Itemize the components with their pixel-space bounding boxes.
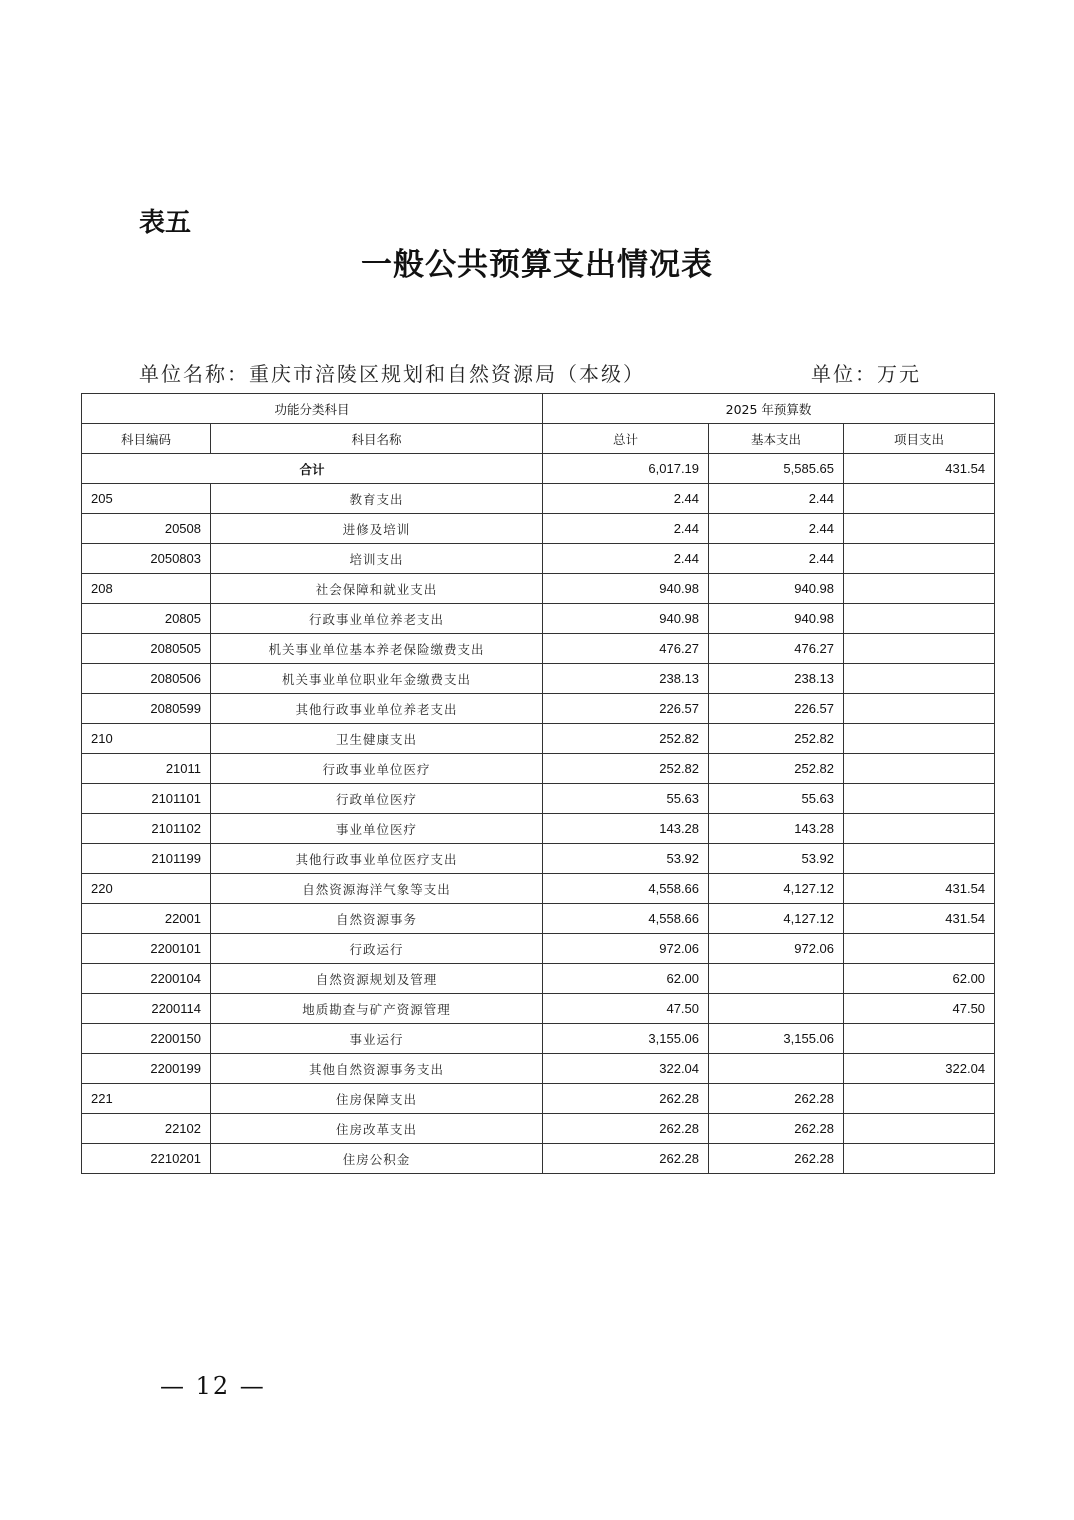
table-row: [82, 634, 995, 664]
col-header-name: 科目名称: [211, 424, 543, 454]
row-code: 2200150: [82, 1024, 211, 1054]
row-code: 22001: [82, 904, 211, 934]
row-basic: [709, 964, 844, 994]
row-code: 2200104: [82, 964, 211, 994]
col-header-code: 科目编码: [82, 424, 211, 454]
column-header-row: [82, 424, 995, 454]
table-row: [82, 934, 995, 964]
table-row: [82, 1084, 995, 1114]
row-basic: 476.27: [709, 634, 844, 664]
table-row: [82, 1054, 995, 1084]
page-title: 一般公共预算支出情况表: [361, 247, 713, 283]
row-project: [844, 1024, 995, 1054]
row-basic: [709, 994, 844, 1024]
row-code: 2101199: [82, 844, 211, 874]
row-total: 262.28: [543, 1084, 709, 1114]
row-total: 262.28: [543, 1144, 709, 1174]
row-name: 社会保障和就业支出: [211, 574, 543, 604]
currency-unit: 单位：万元: [811, 362, 921, 386]
row-total: 62.00: [543, 964, 709, 994]
page-number: — 12 —: [160, 1372, 266, 1400]
row-name: 自然资源事务: [211, 904, 543, 934]
row-basic: 53.92: [709, 844, 844, 874]
row-project: [844, 844, 995, 874]
row-basic: 3,155.06: [709, 1024, 844, 1054]
row-project: 62.00: [844, 964, 995, 994]
row-project: 47.50: [844, 994, 995, 1024]
row-code: 220: [82, 874, 211, 904]
table-row: [82, 994, 995, 1024]
row-name: 事业运行: [211, 1024, 543, 1054]
table-row: [82, 604, 995, 634]
row-total: 2.44: [543, 514, 709, 544]
table-row: [82, 814, 995, 844]
row-total: 238.13: [543, 664, 709, 694]
table-row: [82, 664, 995, 694]
row-project: [844, 514, 995, 544]
row-code: 20805: [82, 604, 211, 634]
row-total: 252.82: [543, 724, 709, 754]
row-project: [844, 574, 995, 604]
row-code: 205: [82, 484, 211, 514]
row-total: 252.82: [543, 754, 709, 784]
row-basic: 940.98: [709, 574, 844, 604]
group-header-budget: 2025 年预算数: [543, 394, 995, 424]
row-name: 行政单位医疗: [211, 784, 543, 814]
row-total: 2.44: [543, 544, 709, 574]
row-code: 2050803: [82, 544, 211, 574]
table-row: [82, 724, 995, 754]
row-name: 卫生健康支出: [211, 724, 543, 754]
row-project: [844, 634, 995, 664]
table-row: [82, 514, 995, 544]
row-project: [844, 1084, 995, 1114]
table-row: [82, 1024, 995, 1054]
row-total: 53.92: [543, 844, 709, 874]
row-code: 22102: [82, 1114, 211, 1144]
row-basic: [709, 1054, 844, 1084]
row-basic: 4,127.12: [709, 904, 844, 934]
row-name: 自然资源海洋气象等支出: [211, 874, 543, 904]
total-row: [82, 454, 995, 484]
table-row: [82, 754, 995, 784]
table-row: [82, 694, 995, 724]
row-name: 培训支出: [211, 544, 543, 574]
row-total: 322.04: [543, 1054, 709, 1084]
row-code: 2080506: [82, 664, 211, 694]
row-name: 住房公积金: [211, 1144, 543, 1174]
table-label: 表五: [139, 208, 192, 238]
row-name: 地质勘查与矿产资源管理: [211, 994, 543, 1024]
row-basic: 252.82: [709, 754, 844, 784]
row-name: 机关事业单位基本养老保险缴费支出: [211, 634, 543, 664]
row-name: 机关事业单位职业年金缴费支出: [211, 664, 543, 694]
row-total: 47.50: [543, 994, 709, 1024]
row-code: 2200114: [82, 994, 211, 1024]
row-code: 2080599: [82, 694, 211, 724]
row-name: 自然资源规划及管理: [211, 964, 543, 994]
row-basic: 262.28: [709, 1084, 844, 1114]
row-name: 教育支出: [211, 484, 543, 514]
row-total: 972.06: [543, 934, 709, 964]
group-header-function: 功能分类科目: [82, 394, 543, 424]
row-basic: 2.44: [709, 514, 844, 544]
row-project: [844, 544, 995, 574]
row-code: 2080505: [82, 634, 211, 664]
table-row: [82, 574, 995, 604]
row-name: 其他自然资源事务支出: [211, 1054, 543, 1084]
row-basic: 262.28: [709, 1114, 844, 1144]
total-basic: 5,585.65: [709, 454, 844, 484]
row-code: 2101101: [82, 784, 211, 814]
row-name: 行政运行: [211, 934, 543, 964]
row-project: [844, 694, 995, 724]
row-project: [844, 814, 995, 844]
row-basic: 226.57: [709, 694, 844, 724]
row-name: 行政事业单位养老支出: [211, 604, 543, 634]
row-code: 221: [82, 1084, 211, 1114]
row-project: [844, 1114, 995, 1144]
col-header-basic: 基本支出: [709, 424, 844, 454]
row-project: [844, 604, 995, 634]
unit-name: 单位名称：重庆市涪陵区规划和自然资源局（本级）: [139, 362, 645, 386]
table-row: [82, 1114, 995, 1144]
row-basic: 55.63: [709, 784, 844, 814]
row-name: 行政事业单位医疗: [211, 754, 543, 784]
col-header-total: 总计: [543, 424, 709, 454]
table-row: [82, 964, 995, 994]
row-project: 431.54: [844, 904, 995, 934]
row-total: 55.63: [543, 784, 709, 814]
row-basic: 143.28: [709, 814, 844, 844]
row-total: 476.27: [543, 634, 709, 664]
row-total: 226.57: [543, 694, 709, 724]
table-row: [82, 904, 995, 934]
table-row: [82, 484, 995, 514]
row-code: 2210201: [82, 1144, 211, 1174]
row-project: [844, 934, 995, 964]
row-name: 事业单位医疗: [211, 814, 543, 844]
row-total: 4,558.66: [543, 904, 709, 934]
row-code: 2200199: [82, 1054, 211, 1084]
row-name: 住房保障支出: [211, 1084, 543, 1114]
row-basic: 238.13: [709, 664, 844, 694]
col-header-project: 项目支出: [844, 424, 995, 454]
table-row: [82, 1144, 995, 1174]
total-project: 431.54: [844, 454, 995, 484]
row-code: 208: [82, 574, 211, 604]
row-total: 2.44: [543, 484, 709, 514]
row-code: 21011: [82, 754, 211, 784]
row-basic: 972.06: [709, 934, 844, 964]
group-header-row: [82, 394, 995, 424]
row-code: 20508: [82, 514, 211, 544]
row-project: 322.04: [844, 1054, 995, 1084]
row-basic: 262.28: [709, 1144, 844, 1174]
table-row: [82, 784, 995, 814]
table-row: [82, 544, 995, 574]
row-code: 2101102: [82, 814, 211, 844]
row-project: 431.54: [844, 874, 995, 904]
row-total: 940.98: [543, 574, 709, 604]
row-total: 3,155.06: [543, 1024, 709, 1054]
row-code: 210: [82, 724, 211, 754]
row-name: 其他行政事业单位医疗支出: [211, 844, 543, 874]
budget-table: [81, 393, 995, 1174]
row-project: [844, 484, 995, 514]
row-name: 住房改革支出: [211, 1114, 543, 1144]
row-total: 262.28: [543, 1114, 709, 1144]
row-basic: 2.44: [709, 544, 844, 574]
row-basic: 940.98: [709, 604, 844, 634]
row-name: 其他行政事业单位养老支出: [211, 694, 543, 724]
table-row: [82, 874, 995, 904]
total-label: 合计: [82, 454, 543, 484]
row-code: 2200101: [82, 934, 211, 964]
unit-info-line: [139, 358, 919, 390]
total-amount: 6,017.19: [543, 454, 709, 484]
row-project: [844, 784, 995, 814]
row-project: [844, 724, 995, 754]
row-project: [844, 1144, 995, 1174]
row-project: [844, 664, 995, 694]
row-total: 4,558.66: [543, 874, 709, 904]
row-total: 143.28: [543, 814, 709, 844]
row-project: [844, 754, 995, 784]
row-basic: 252.82: [709, 724, 844, 754]
row-basic: 2.44: [709, 484, 844, 514]
row-basic: 4,127.12: [709, 874, 844, 904]
table-row: [82, 844, 995, 874]
row-name: 进修及培训: [211, 514, 543, 544]
row-total: 940.98: [543, 604, 709, 634]
